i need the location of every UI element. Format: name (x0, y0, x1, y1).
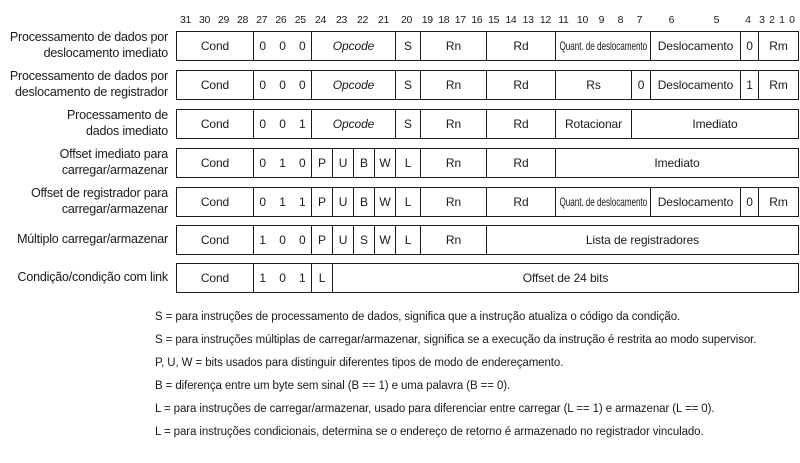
row-label (0, 108, 176, 139)
field-label: 0 0 0 (259, 38, 306, 53)
field-cell (486, 71, 555, 99)
field-label: 0 (746, 194, 753, 209)
field-label: L (318, 271, 326, 285)
field-cell (555, 32, 650, 60)
field-label: Cond (200, 233, 230, 247)
note-line: L = para instruções condicionais, determina se o endereço de retorno é armazenado no registrador vinculado. (155, 426, 704, 438)
note-line: S = para instruções múltiplas de carregar/armazenar, significa se a execução da instrução é restrita ao modo supervisor. (155, 334, 757, 346)
field-cell (177, 226, 253, 254)
field-label: Rm (769, 77, 788, 92)
field-label: Cond (200, 155, 230, 170)
field-label: Cond (200, 38, 230, 53)
bit-number: 27 (256, 14, 268, 26)
field-label: Quant. de deslocamento (559, 38, 647, 53)
note-line: P, U, W = bits usados para distinguir diferentes tipos de modo de endereçamento. (155, 357, 564, 369)
field-cell (332, 264, 798, 292)
bit-number: 0 (789, 14, 795, 26)
bit-number: 8 (617, 14, 624, 26)
field-label: Rn (445, 194, 462, 209)
field-cell (253, 264, 311, 292)
row-label-line: deslocamento de registrador (14, 84, 168, 99)
field-label: U (338, 155, 348, 170)
row-label-line: deslocamento imediato (43, 45, 168, 60)
field-cell (631, 110, 798, 138)
format-row (0, 108, 800, 139)
format-row (0, 147, 800, 178)
bit-number: 19 (421, 14, 433, 26)
field-cell (758, 32, 798, 60)
field-label: 0 0 0 (259, 77, 306, 92)
field-label: Rn (445, 38, 462, 53)
row-label (0, 232, 176, 248)
note-line: S = para instruções de processamento de dados, significa que a instrução atualiza o código da condição. (155, 311, 681, 323)
field-label: L (404, 194, 412, 209)
bit-number: 22 (356, 14, 369, 26)
field-label: Offset de 24 bits (522, 271, 609, 285)
bit-number: 14 (505, 14, 517, 26)
bit-number: 5 (713, 14, 720, 26)
field-label: P (318, 233, 326, 247)
field-cell (332, 188, 353, 216)
field-label: W (379, 194, 391, 209)
field-cell (311, 71, 395, 99)
bit-number: 29 (217, 14, 230, 26)
field-label: Cond (200, 77, 230, 92)
field-label: Rm (769, 38, 788, 53)
row-box (176, 187, 799, 217)
field-label: 0 1 0 (259, 155, 306, 170)
field-label: S (404, 116, 412, 131)
field-cell (353, 149, 374, 177)
field-cell (555, 71, 631, 99)
bit-number: 16 (471, 14, 483, 26)
field-cell (253, 188, 311, 216)
field-cell (486, 110, 555, 138)
field-label: Opcode (332, 116, 375, 131)
row-label-line: Processamento de (66, 108, 168, 122)
field-label: Cond (200, 194, 230, 209)
bit-number: 7 (636, 14, 643, 26)
row-label (0, 147, 176, 178)
row-label-line: Processamento de dados por (9, 30, 168, 44)
bit-number: 1 (779, 14, 785, 26)
field-label: Rd (513, 155, 529, 170)
row-box (176, 263, 799, 293)
field-cell (332, 226, 353, 254)
field-label: L (404, 233, 412, 247)
field-cell (420, 226, 486, 254)
bit-number: 10 (576, 14, 588, 26)
field-cell (420, 110, 486, 138)
format-row (0, 186, 800, 217)
field-cell (420, 32, 486, 60)
format-row (0, 225, 800, 255)
field-cell (311, 264, 332, 292)
field-cell (332, 149, 353, 177)
row-label-line: Processamento de dados por (9, 69, 168, 83)
field-cell (650, 71, 740, 99)
bit-number: 23 (335, 14, 348, 26)
bit-number: 26 (275, 14, 287, 26)
field-cell (177, 149, 253, 177)
notes (155, 311, 800, 438)
bit-number: 31 (179, 14, 192, 26)
field-cell (353, 226, 374, 254)
bit-number: 18 (438, 14, 450, 26)
field-label: P (318, 155, 326, 170)
bit-number: 25 (294, 14, 306, 26)
field-label: S (360, 233, 368, 247)
field-cell (395, 110, 420, 138)
bit-number: 9 (598, 14, 605, 26)
field-cell (555, 110, 631, 138)
field-label: Rotacionar (564, 116, 623, 131)
bit-number: 20 (400, 14, 413, 26)
field-cell (740, 188, 758, 216)
field-label: U (338, 233, 348, 247)
field-label: Deslocamento (657, 38, 734, 53)
bit-number: 4 (745, 14, 751, 26)
field-label: S (404, 38, 412, 53)
field-label: Deslocamento (657, 194, 734, 209)
field-label: Lista de registradores (585, 233, 700, 247)
bit-number: 28 (236, 14, 249, 26)
field-label: Rd (513, 116, 529, 131)
row-label-line: Offset imediato para (59, 147, 168, 161)
field-label: S (404, 77, 412, 92)
field-cell (395, 149, 420, 177)
field-cell (253, 32, 311, 60)
field-cell (253, 149, 311, 177)
format-row (0, 69, 800, 100)
field-label: Cond (200, 116, 230, 131)
field-cell (374, 226, 395, 254)
field-cell (374, 149, 395, 177)
field-label: 0 0 1 (259, 116, 306, 131)
field-cell (311, 188, 332, 216)
field-cell (395, 188, 420, 216)
field-cell (311, 149, 332, 177)
field-label: Rm (769, 194, 788, 209)
field-cell (253, 71, 311, 99)
bit-number: 15 (488, 14, 500, 26)
field-cell (177, 110, 253, 138)
row-label-line: Múltiplo carregar/armazenar (17, 232, 168, 247)
field-cell (486, 188, 555, 216)
field-cell (740, 32, 758, 60)
note-line: B = diferença entre um byte sem sinal (B == 1) e uma palavra (B == 0). (155, 380, 511, 392)
note-line: L = para instruções de carregar/armazenar, usado para diferenciar entre carregar (L == 1) e armazenar (L == 0). (155, 403, 715, 415)
row-box (176, 109, 799, 139)
field-cell (650, 32, 740, 60)
field-cell (311, 32, 395, 60)
field-label: Rn (445, 116, 462, 131)
field-cell (420, 149, 486, 177)
bit-number: 24 (314, 14, 327, 26)
field-cell (555, 149, 798, 177)
field-cell (420, 188, 486, 216)
field-label: 0 (637, 77, 645, 92)
field-cell (311, 110, 395, 138)
bit-number: 13 (522, 14, 534, 26)
field-cell (758, 188, 798, 216)
field-label: Cond (200, 271, 230, 285)
field-label: 0 (746, 38, 753, 53)
row-label-line: carregar/armazenar (61, 162, 168, 177)
field-cell (758, 71, 798, 99)
field-cell (177, 188, 253, 216)
field-label: Rn (445, 77, 462, 92)
field-label: Imediato (692, 116, 738, 131)
field-cell (420, 71, 486, 99)
bit-number: 17 (454, 14, 466, 26)
row-label-line: dados imediato (86, 123, 168, 138)
bit-header (176, 12, 800, 26)
field-label: 0 1 1 (259, 194, 306, 209)
field-label: Rd (513, 194, 529, 209)
bit-number: 30 (198, 14, 211, 26)
field-cell (374, 188, 395, 216)
field-label: B (360, 155, 368, 170)
row-box (176, 70, 799, 100)
field-label: Rn (445, 155, 462, 170)
row-label (0, 186, 176, 217)
field-label: B (360, 194, 368, 209)
field-cell (486, 149, 555, 177)
field-label: Deslocamento (657, 77, 734, 92)
field-cell (177, 71, 253, 99)
field-label: Rd (513, 38, 529, 53)
row-label (0, 270, 176, 286)
field-cell (177, 264, 253, 292)
field-cell (353, 188, 374, 216)
field-label: Imediato (654, 155, 700, 170)
field-label: 1 0 1 (259, 271, 306, 285)
field-label: Rs (586, 77, 601, 92)
bit-number: 6 (668, 14, 675, 26)
format-rows (0, 30, 800, 293)
field-cell (486, 226, 798, 254)
field-label: Opcode (332, 38, 375, 53)
field-cell (395, 226, 420, 254)
field-label: W (379, 155, 391, 170)
field-label: Quant. de deslocamento (559, 194, 647, 209)
format-row (0, 30, 800, 61)
field-cell (253, 110, 311, 138)
field-label: Opcode (332, 77, 375, 92)
bit-number: 2 (769, 14, 775, 26)
row-label (0, 30, 176, 61)
field-cell (395, 71, 420, 99)
bit-number: 12 (539, 14, 551, 26)
row-label-line: Condição/condição com link (17, 270, 168, 285)
field-label: Rn (445, 233, 462, 247)
row-label-line: carregar/armazenar (61, 201, 168, 216)
field-label: L (404, 155, 412, 170)
field-cell (650, 188, 740, 216)
field-cell (486, 32, 555, 60)
field-label: 1 0 0 (259, 233, 306, 247)
row-box (176, 148, 799, 178)
bit-number: 3 (759, 14, 765, 26)
field-label: Rd (513, 77, 529, 92)
field-cell (395, 32, 420, 60)
field-cell (253, 226, 311, 254)
format-row (0, 263, 800, 293)
field-cell (631, 71, 650, 99)
field-cell (740, 71, 758, 99)
field-label: 1 (746, 77, 753, 92)
field-label: W (379, 233, 391, 247)
field-label: P (318, 194, 326, 209)
field-cell (311, 226, 332, 254)
row-box (176, 31, 799, 61)
row-box (176, 225, 799, 255)
field-cell (177, 32, 253, 60)
bit-number: 21 (377, 14, 390, 26)
row-label-line: Offset de registrador para (30, 186, 168, 200)
row-label (0, 69, 176, 100)
field-cell (555, 188, 650, 216)
field-label: U (338, 194, 348, 209)
bit-number: 11 (558, 14, 569, 26)
